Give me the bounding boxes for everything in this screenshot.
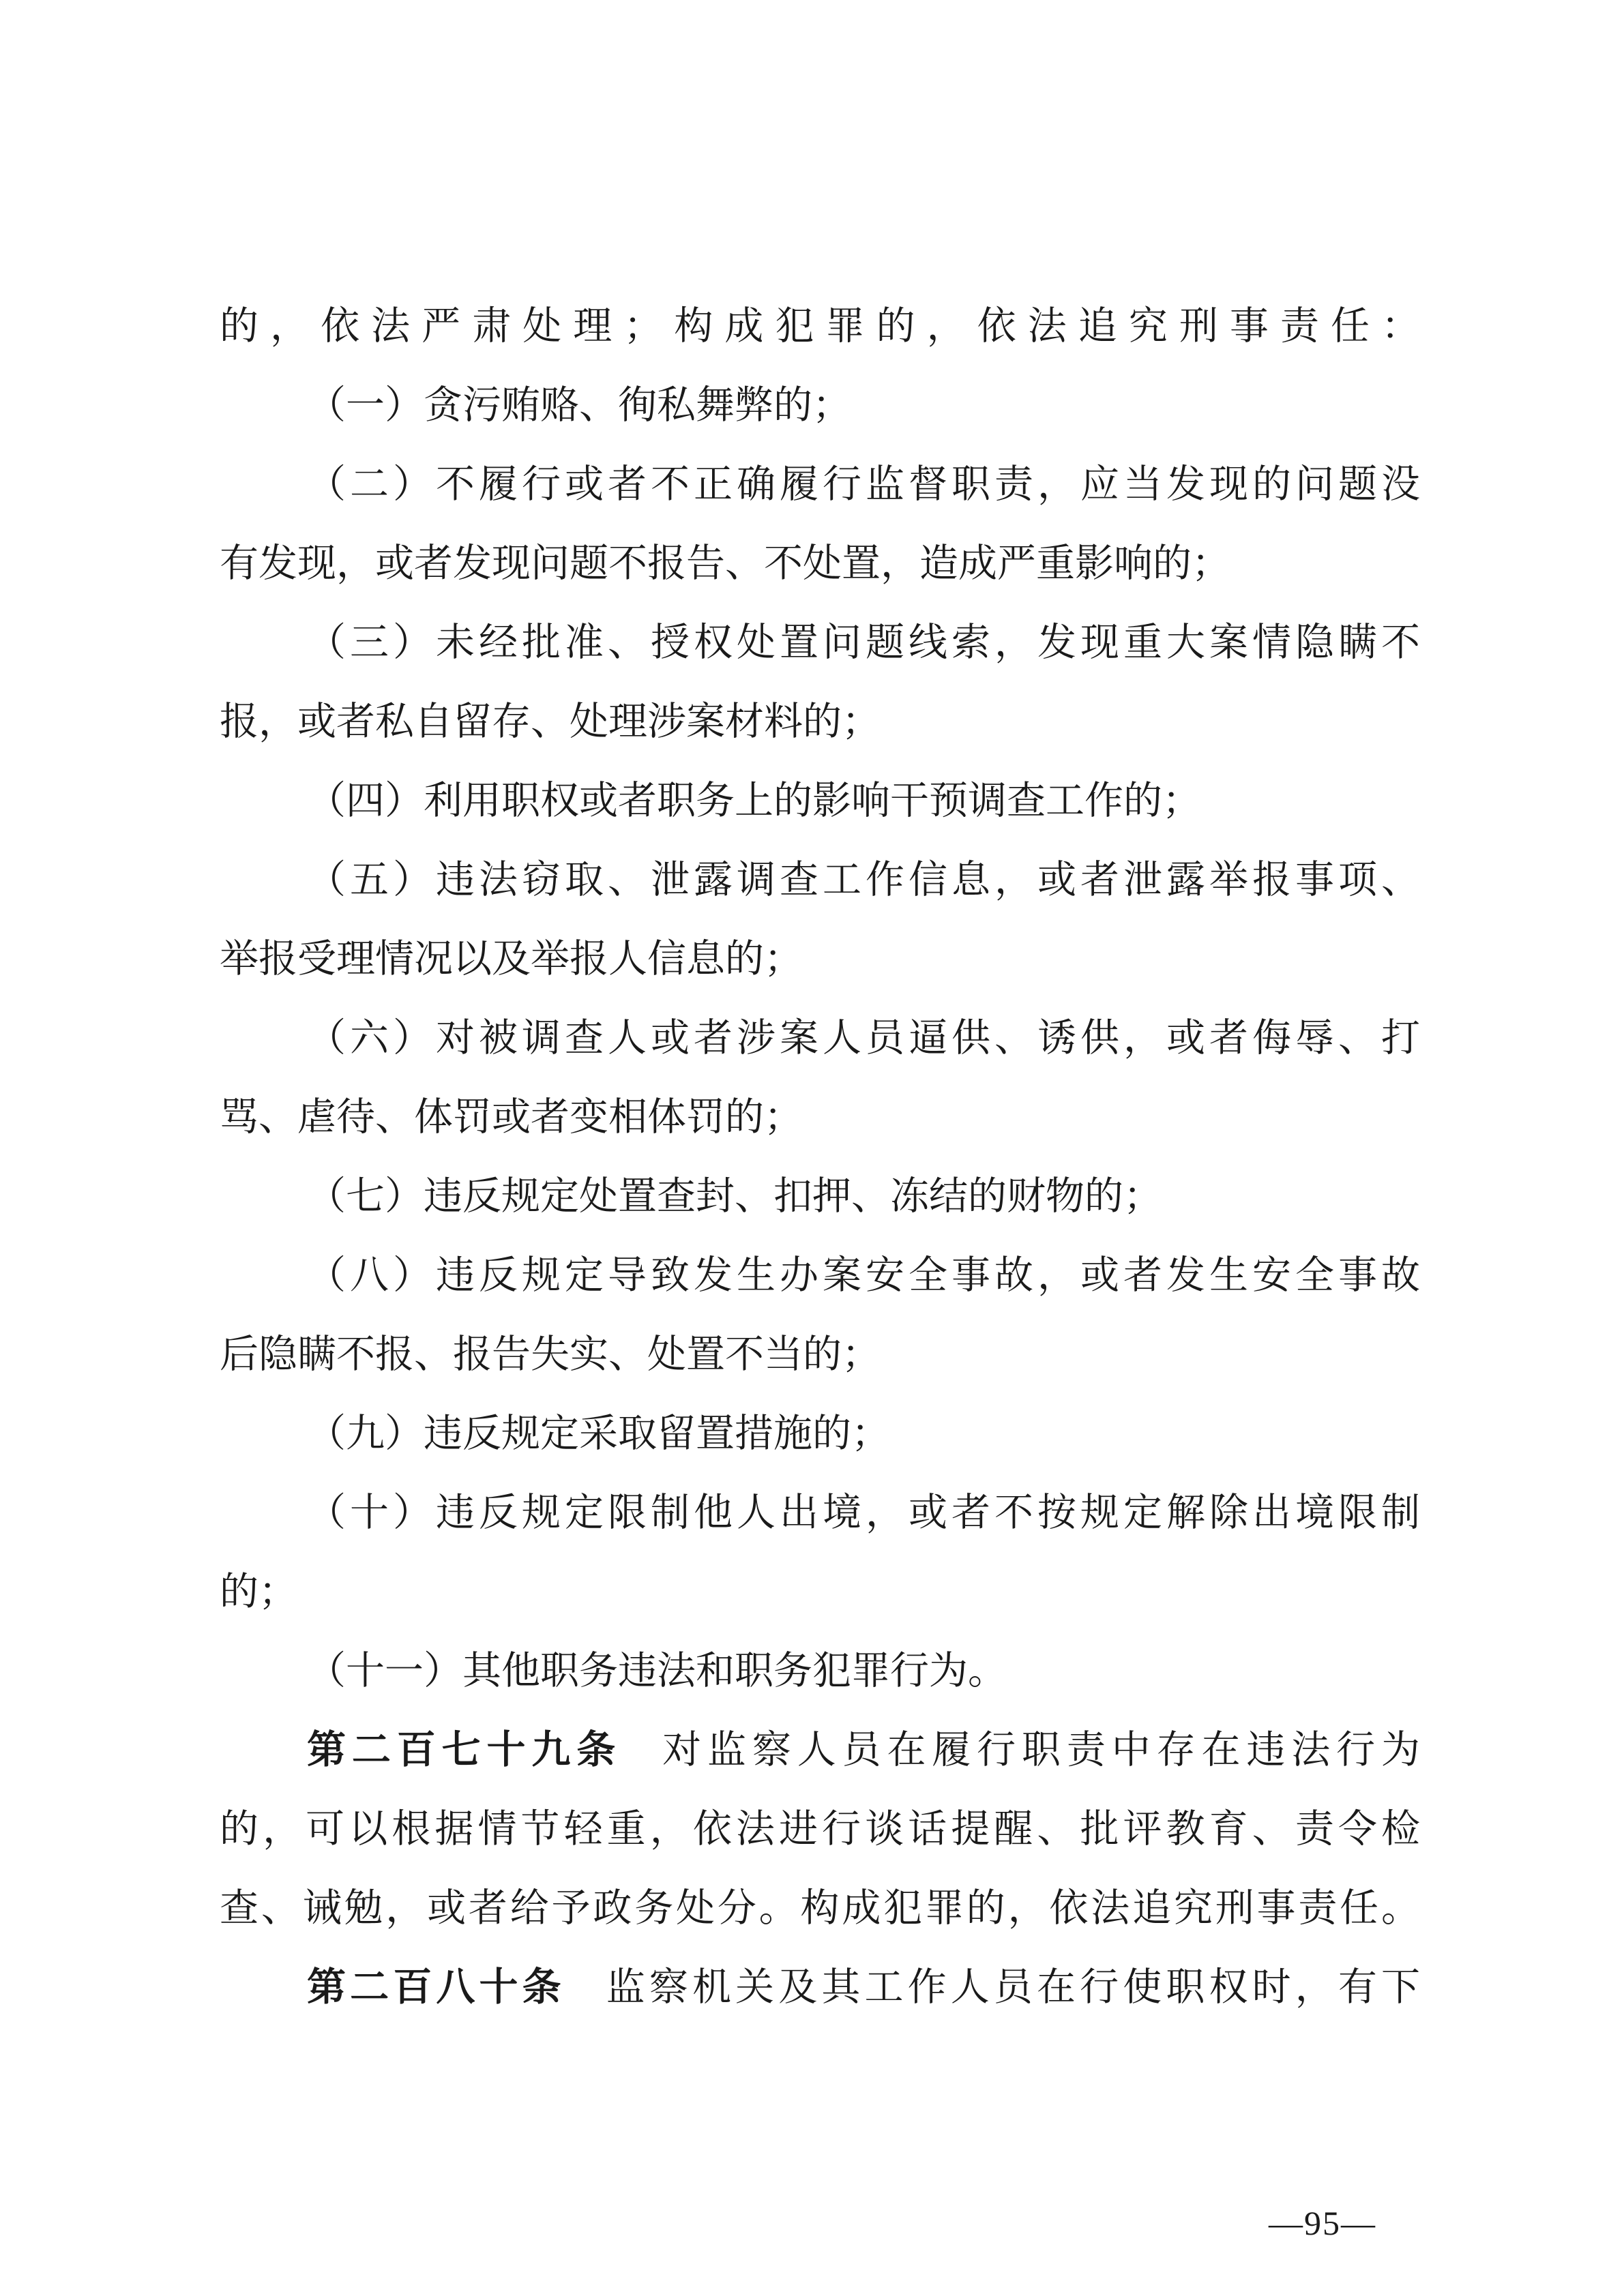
article-title: 第二百八十条 [307,1965,565,2010]
list-item: （十）违反规定限制他人出境，或者不按规定解除出境限制 [307,1490,1420,1535]
list-item: （七）违反规定处置查封、扣押、冻结的财物的； [307,1174,1162,1219]
page-number: —95— [1269,2204,1376,2242]
article-279-first-line [307,1716,1420,1784]
article-title: 第二百七十九条 [307,1727,622,1772]
text-line: 的，可以根据情节轻重，依法进行谈话提醒、批评教育、责令检 [220,1806,1420,1851]
list-item: （十一）其他职务违法和职务犯罪行为。 [307,1648,1007,1693]
text-line: 举报受理情况以及举报人信息的； [220,936,803,981]
list-item: （九）违反规定采取留置措施的； [307,1411,890,1456]
list-item: （四）利用职权或者职务上的影响干预调查工作的； [307,778,1201,823]
list-item: （八）违反规定导致发生办案安全事故，或者发生安全事故 [307,1253,1420,1298]
text-line: 骂、虐待、体罚或者变相体罚的； [220,1094,803,1139]
article-280-first-line [307,1953,1420,2021]
list-item: （三）未经批准、授权处置问题线索，发现重大案情隐瞒不 [307,620,1420,665]
text-line: 的，依法严肃处理；构成犯罪的，依法追究刑事责任： [220,303,1420,348]
list-item: （一）贪污贿赂、徇私舞弊的； [307,383,851,428]
list-item: （二）不履行或者不正确履行监督职责，应当发现的问题没 [307,462,1420,507]
list-item: （六）对被调查人或者涉案人员逼供、诱供，或者侮辱、打 [307,1015,1420,1060]
text-line: 报，或者私自留存、处理涉案材料的； [220,699,881,744]
text-line: 的； [220,1569,297,1614]
article-text: 对监察人员在履行职责中存在违法行为 [662,1727,1421,1772]
text-line: 查、诫勉，或者给予政务处分。构成犯罪的，依法追究刑事责任。 [220,1885,1420,1930]
article-text: 监察机关及其工作人员在行使职权时，有下 [606,1965,1420,2010]
list-item: （五）违法窃取、泄露调查工作信息，或者泄露举报事项、 [307,857,1420,902]
text-line: 有发现，或者发现问题不报告、不处置，造成严重影响的； [220,541,1230,586]
text-line: 后隐瞒不报、报告失实、处置不当的； [220,1332,881,1377]
